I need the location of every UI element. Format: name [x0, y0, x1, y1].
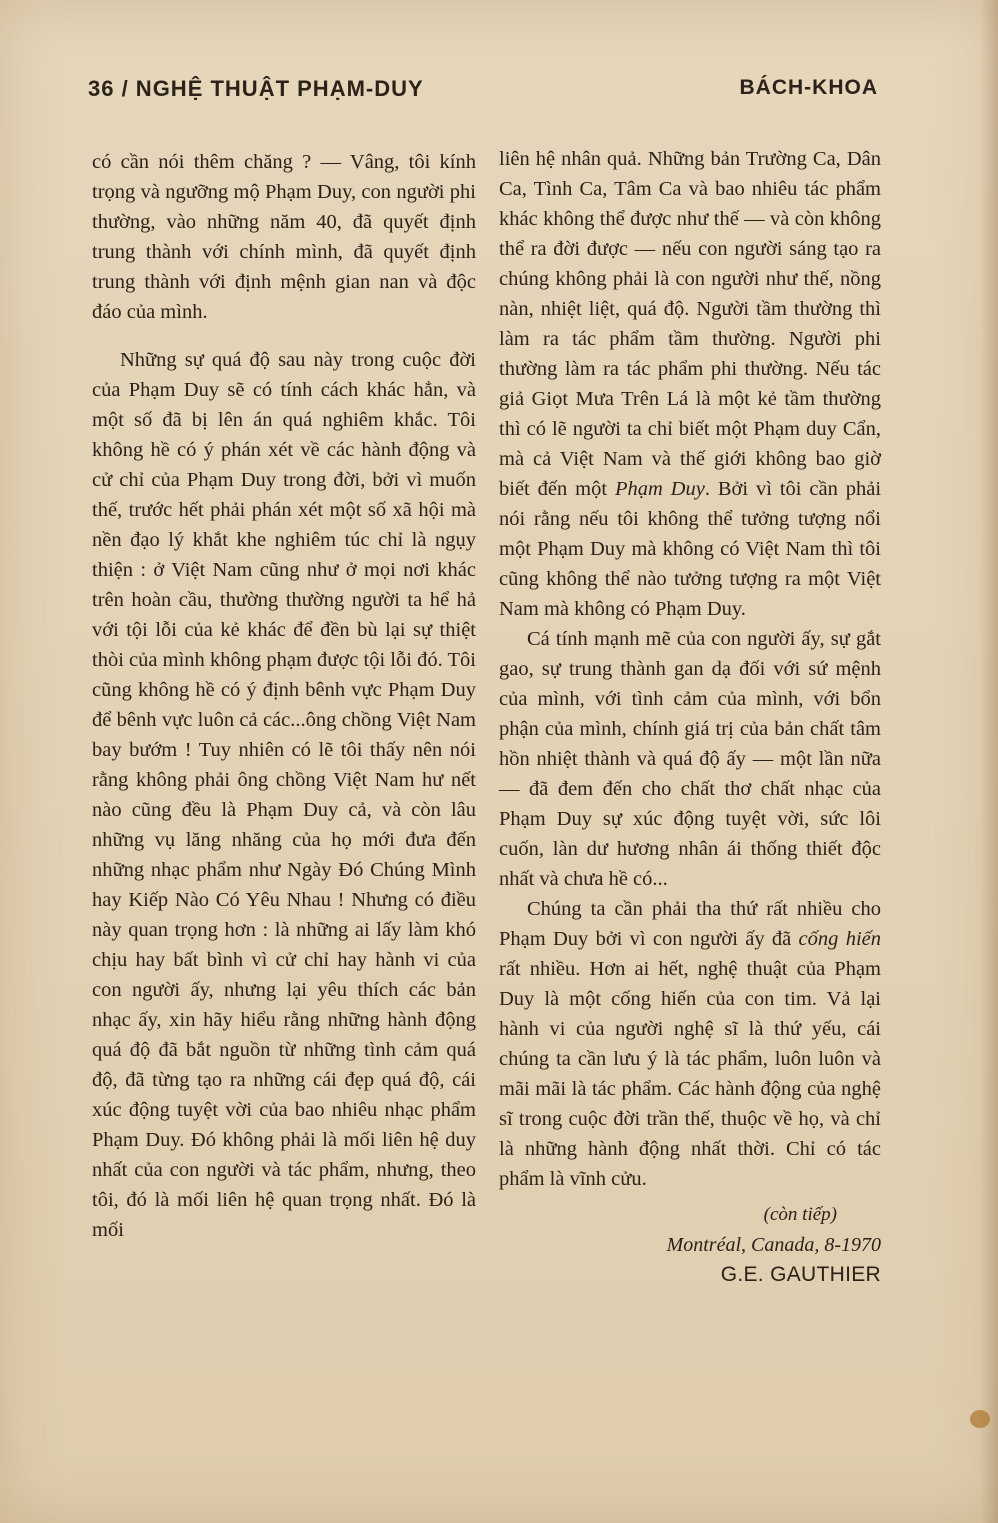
right-column [499, 144, 881, 1290]
header-page-title: 36 / NGHỆ THUẬT PHẠM-DUY [88, 76, 424, 101]
paragraph: Những sự quá độ sau này trong cuộc đời của Phạm Duy sẽ có tính cách khác hẳn, và một số đã bị lên án quá nghiêm khắc. Tôi không hề có ý phán xét về các hành động và cử chỉ của Phạm Duy trong đời, bởi vì muốn thế, trước hết phải phán xét một số xã hội mà nền đạo lý khắt khe nghiêm túc chỉ là ngụy thiện : ở Việt Nam cũng như ở mọi nơi khác trên hoàn cầu, thường thường người ta hể hả với tội lỗi của kẻ khác để đền bù lại sự thiệt thòi của mình không phạm được tội lỗi đó. Tôi cũng không hề có ý định bênh vực Phạm Duy để bênh vực luôn cả các...ông chồng Việt Nam bay bướm ! Tuy nhiên có lẽ tôi thấy nên nói rằng không phải ông chồng Việt Nam hư nết nào cũng đều là Phạm Duy cả, và còn lâu những vụ lăng nhăng của họ mới đưa đến những nhạc phẩm như Ngày Đó Chúng Mình hay Kiếp Nào Có Yêu Nhau ! Nhưng có điều này quan trọng hơn : là những ai lấy làm khó chịu hay bất bình vì cử chỉ hay hành vi của con người ấy, nhưng lại yêu thích các bản nhạc ấy, xin hãy hiểu rằng những hành động quá độ đã bắt nguồn từ những tình cảm quá độ, đã từng tạo ra những cái đẹp quá độ, cái xúc động tuyệt vời của bao nhiêu nhạc phẩm Phạm Duy. Đó không phải là mối liên hệ duy nhất của con người và tác phẩm, nhưng, theo tôi, đó là mối liên hệ quan trọng nhất. Đó là mối [92, 349, 476, 1241]
paragraph-text: rất nhiều. Hơn ai hết, nghệ thuật của Phạm Duy là một cống hiến của con tim. Vả lại hành vi của người nghệ sĩ là thứ yếu, cái chúng ta cần lưu ý là tác phẩm, luôn luôn và mãi mãi là tác phẩm. Các hành động của nghệ sĩ trong cuộc đời trần thế, thuộc về họ, và chỉ là những hành động nhất thời. Chỉ có tác phẩm là vĩnh cửu. [499, 958, 881, 1190]
paragraph-text: liên hệ nhân quả. Những bản Trường Ca, Dân Ca, Tình Ca, Tâm Ca và bao nhiêu tác phẩm khác không thể được như thế — và còn không thể ra đời được — nếu con người sáng tạo ra chúng không phải là con người như thế, nồng nàn, nhiệt liệt, quá độ. Người tầm thường thì làm ra tác phẩm tầm thường. Người phi thường làm ra tác phẩm phi thường. Nếu tác giả Giọt Mưa Trên Lá là một kẻ tầm thường thì có lẽ người ta chỉ biết một Phạm duy Cẩn, mà cả Việt Nam và thế giới không bao giờ biết đến một [499, 148, 881, 500]
paragraph: Cá tính mạnh mẽ của con người ấy, sự gắt gao, sự trung thành gan dạ đối với sứ mệnh của mình, với tình cảm của mình, với bổn phận của mình, chính giá trị của bản chất tâm hồn nhiệt thành và quá độ ấy — một lần nữa — đã đem đến cho chất thơ chất nhạc của Phạm Duy sự xúc động tuyệt vời, sức lôi cuốn, làn dư hương nhân ái thống thiết độc nhất và chưa hề có... [499, 628, 881, 890]
article-signoff [499, 1200, 881, 1290]
italic-name: Phạm Duy [614, 478, 705, 500]
paragraph [499, 894, 881, 1194]
author-name: G.E. GAUTHIER [720, 1263, 881, 1286]
place-date: Montréal, Canada, 8-1970 [666, 1234, 881, 1256]
continued-note: (còn tiếp) [763, 1204, 837, 1225]
left-column [92, 147, 476, 1245]
italic-phrase: cống hiến [798, 928, 881, 950]
paragraph-text: Chúng ta cần phải tha thứ rất nhiều cho Phạm Duy bởi vì con người ấy đã [499, 898, 881, 950]
paper-stain [970, 1410, 990, 1428]
page-edge-shadow [980, 0, 998, 1523]
running-header [88, 76, 878, 110]
paragraph [499, 144, 881, 624]
paragraph-text: . Bởi vì tôi cần phải nói rằng nếu tôi không thể tưởng tượng nổi một Phạm Duy mà không có Việt Nam thì tôi cũng không thể nào tưởng tượng ra một Việt Nam mà không có Phạm Duy. [499, 478, 882, 620]
paragraph: có cần nói thêm chăng ? — Vâng, tôi kính trọng và ngưỡng mộ Phạm Duy, con người phi thường, vào những năm 40, đã quyết định trung thành với chính mình, đã quyết định trung thành với định mệnh gian nan và độc đáo của mình. [92, 151, 476, 323]
header-magazine-name: BÁCH-KHOA [739, 76, 878, 99]
